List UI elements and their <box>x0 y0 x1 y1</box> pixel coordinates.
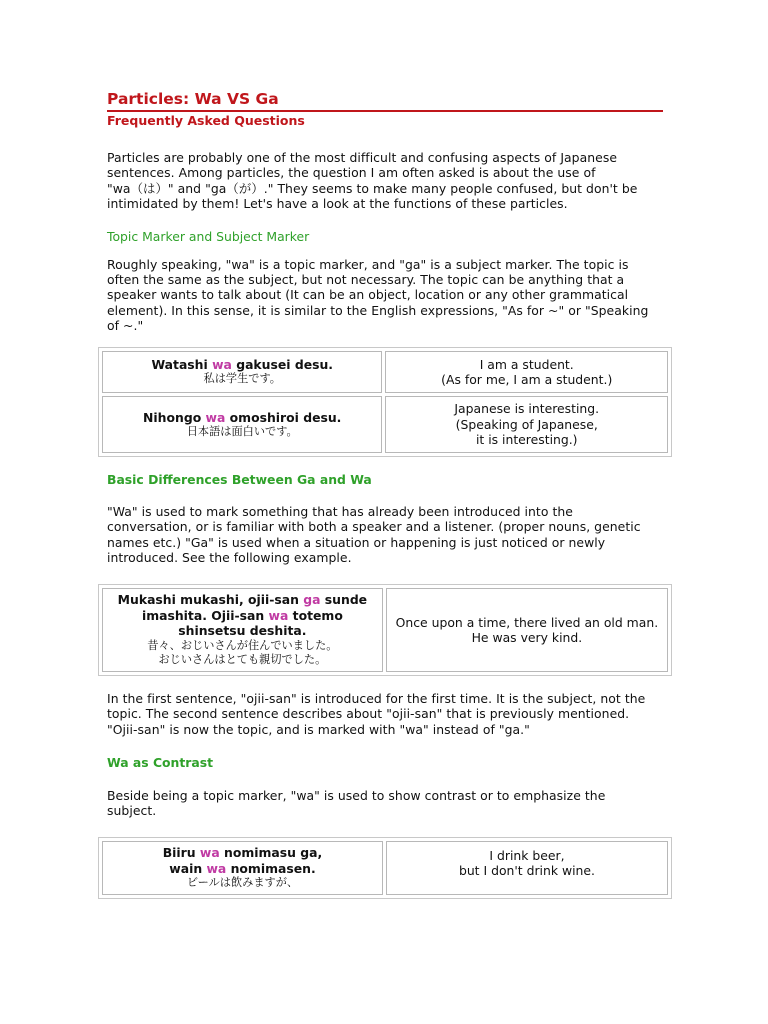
table-row <box>102 588 668 672</box>
japanese-cell: Watashi wa gakusei desu. 私は学生です。 <box>102 351 382 393</box>
example-table-contrast <box>98 837 672 899</box>
english-cell: I am a student. (As for me, I am a student.) <box>385 351 668 393</box>
english-cell: I drink beer, but I don't drink wine. <box>386 841 668 895</box>
kana-text: 昔々、おじいさんが住んでいました。 <box>147 638 338 652</box>
particle-ga: ga <box>303 592 321 608</box>
english-cell: Once upon a time, there lived an old man. He was very kind. <box>386 588 668 672</box>
section3-paragraph: Beside being a topic marker, "wa" is used to show contrast or to emphasize the subject. <box>107 788 606 819</box>
particle-wa: wa <box>212 357 232 373</box>
kana-text: 日本語は面白いです。 <box>186 424 298 438</box>
japanese-cell: Biiru wa nomimasu ga, wain wa nomimasen. ビールは飲みますが、 <box>102 841 383 895</box>
japanese-cell: Nihongo wa omoshiroi desu. 日本語は面白いです。 <box>102 396 382 453</box>
table-row <box>102 351 668 393</box>
intro-paragraph: Particles are probably one of the most difficult and confusing aspects of Japanese sentences. Among particles, the question I am often asked is about the use of "wa（は）" and "ga（が）." They seems to make many people confused, but don't be intimidated by them! Let's have a look at the functions of these particles. <box>107 150 638 212</box>
example-table-topic <box>98 347 672 457</box>
section-heading-contrast: Wa as Contrast <box>107 755 214 770</box>
table-row <box>102 841 668 895</box>
particle-wa: wa <box>205 409 226 425</box>
english-cell: Japanese is interesting. (Speaking of Japanese, it is interesting.) <box>385 396 668 453</box>
particle-wa: wa <box>206 860 227 876</box>
section2-after-paragraph: In the first sentence, "ojii-san" is introduced for the first time. It is the subject, not the topic. The second sentence describes about "ojii-san" that is previously mentioned. "Ojii-san" is now the topic, and is marked with "wa" instead of "ga." <box>107 691 646 737</box>
page-title: Particles: Wa VS Ga <box>107 90 663 112</box>
document-page <box>107 90 663 334</box>
section1-paragraph: Roughly speaking, "wa" is a topic marker, and "ga" is a subject marker. The topic is often the same as the subject, but not necessary. The topic can be anything that a speaker wants to talk about (It can be an object, location or any other grammatical element). In this sense, it is similar to the English expressions, "As for ~" or "Speaking of ~." <box>107 256 649 334</box>
example-table-story <box>98 584 672 676</box>
kana-text: ビールは飲みますが、 <box>186 876 299 890</box>
section-heading-basic-differences: Basic Differences Between Ga and Wa <box>107 472 372 487</box>
japanese-cell: Mukashi mukashi, ojii-san ga sunde imashita. Ojii-san wa totemo shinsetsu deshita. 昔々、おじいさんが住んでいました。 おじいさんはとても親切でした。 <box>102 588 383 672</box>
section-heading-topic-marker: Topic Marker and Subject Marker <box>107 228 310 244</box>
section2-paragraph: "Wa" is used to mark something that has already been introduced into the conversation, or is familiar with both a speaker and a listener. (proper nouns, genetic names etc.) "Ga" is used when a situation or happening is just noticed or newly introduced. See the following example. <box>107 504 641 566</box>
kana-text: 私は学生です。 <box>203 372 281 386</box>
particle-wa: wa <box>268 607 289 623</box>
table-row <box>102 396 668 453</box>
kana-text: おじいさんはとても親切でした。 <box>158 653 327 667</box>
particle-wa: wa <box>199 845 220 861</box>
page-subtitle: Frequently Asked Questions <box>107 113 305 128</box>
